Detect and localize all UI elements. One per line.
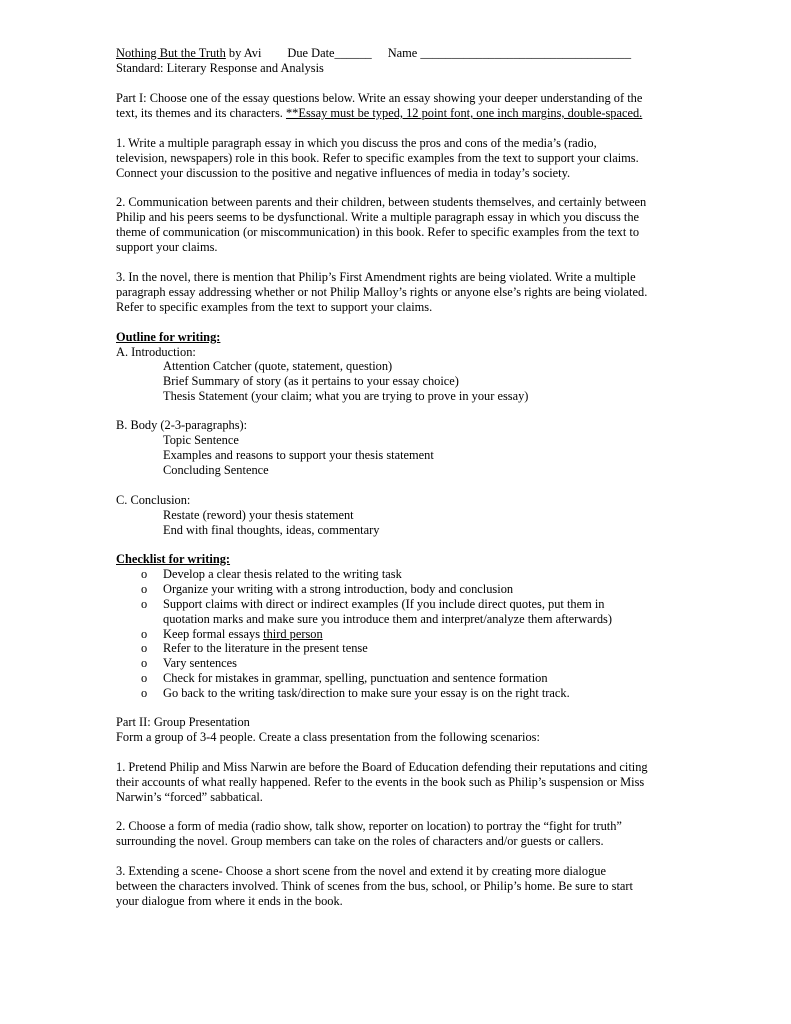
question-3-line: Refer to specific examples from the text to support your claims.: [116, 300, 433, 314]
checklist-item: Refer to the literature in the present tense: [163, 641, 368, 655]
outline-b-label: B. Body (2-3-paragraphs):: [116, 418, 248, 432]
part1-intro-text: text, its themes and its characters.: [116, 106, 286, 120]
outline-a-label: A. Introduction:: [116, 345, 196, 359]
checklist-item: Develop a clear thesis related to the writing task: [163, 567, 402, 581]
scenario-1-line: 1. Pretend Philip and Miss Narwin are before the Board of Education defending their reputations and citing: [116, 760, 648, 774]
bullet-icon: o: [141, 656, 148, 670]
essay-requirements: **Essay must be typed, 12 point font, one inch margins, double-spaced.: [285, 106, 643, 120]
question-2-line: 2. Communication between parents and their children, between students themselves, and certainly between: [116, 195, 647, 209]
question-1-line: television, newspapers) role in this book. Refer to specific examples from the text to support your claims.: [116, 151, 639, 165]
bullet-icon: o: [141, 641, 148, 655]
checklist-item: Organize your writing with a strong introduction, body and conclusion: [163, 582, 514, 596]
checklist-item: Check for mistakes in grammar, spelling, punctuation and sentence formation: [163, 671, 548, 685]
question-3-line: 3. In the novel, there is mention that Philip’s First Amendment rights are being violated. Write a multiple: [116, 270, 636, 284]
checklist-item: Support claims with direct or indirect examples (If you include direct quotes, put them in: [163, 597, 605, 611]
outline-item: Topic Sentence: [163, 433, 239, 447]
scenario-3-line: your dialogue from where it ends in the book.: [116, 894, 343, 908]
third-person-term: third person: [263, 627, 323, 641]
question-2-line: theme of communication (or miscommunication) in this book. Refer to specific examples from the text to: [116, 225, 640, 239]
question-1-line: 1. Write a multiple paragraph essay in which you discuss the pros and cons of the media’s (radio,: [116, 136, 597, 150]
outline-item: Examples and reasons to support your thesis statement: [163, 448, 434, 462]
outline-item: Attention Catcher (quote, statement, question): [163, 359, 393, 373]
checklist-item-continued: quotation marks and make sure you introduce them and interpret/analyze them afterwards): [163, 612, 612, 626]
question-1-line: Connect your discussion to the positive and negative influences of media in today’s society.: [116, 166, 571, 180]
outline-item: End with final thoughts, ideas, commentary: [163, 523, 380, 537]
outline-item: Brief Summary of story (as it pertains to your essay choice): [163, 374, 459, 388]
scenario-1-line: their accounts of what really happened. Refer to the events in the book such as Philip’s suspension or Miss: [116, 775, 645, 789]
header-line: [116, 46, 691, 61]
scenario-2-line: 2. Choose a form of media (radio show, talk show, reporter on location) to portray the “fight for truth”: [116, 819, 622, 833]
part1-intro-line1: Part I: Choose one of the essay questions below. Write an essay showing your deeper understanding of the: [116, 91, 643, 105]
checklist-item: Go back to the writing task/direction to make sure your essay is on the right track.: [163, 686, 570, 700]
scenario-2-line: surrounding the novel. Group members can take on the roles of characters and/or guests or callers.: [116, 834, 604, 848]
part1-intro-line2: [116, 106, 691, 121]
bullet-icon: o: [141, 627, 148, 641]
scenario-1-line: Narwin’s “forced” sabbatical.: [116, 790, 263, 804]
question-3-line: paragraph essay addressing whether or not Philip Malloy’s rights or anyone else’s rights are being violated.: [116, 285, 648, 299]
bullet-icon: o: [141, 567, 148, 581]
question-2-line: support your claims.: [116, 240, 218, 254]
checklist-item-text: Keep formal essays: [163, 627, 264, 641]
name-field: Name __________________________________: [387, 46, 632, 60]
bullet-icon: o: [141, 582, 148, 596]
scenario-3-line: between the characters involved. Think of scenes from the bus, school, or Philip’s home. Be sure to start: [116, 879, 633, 893]
checklist-item: [163, 627, 323, 642]
bullet-icon: o: [141, 597, 148, 611]
bullet-icon: o: [141, 686, 148, 700]
checklist-item: Vary sentences: [163, 656, 237, 670]
bullet-icon: o: [141, 671, 148, 685]
part2-title: Part II: Group Presentation: [116, 715, 250, 729]
outline-c-label: C. Conclusion:: [116, 493, 191, 507]
part2-intro: Form a group of 3-4 people. Create a class presentation from the following scenarios:: [116, 730, 540, 744]
outline-heading: Outline for writing:: [116, 330, 221, 344]
book-title: Nothing But the Truth: [116, 46, 226, 60]
book-author: by Avi: [225, 46, 262, 60]
outline-item: Restate (reword) your thesis statement: [163, 508, 354, 522]
checklist-heading: Checklist for writing:: [116, 552, 231, 566]
question-2-line: Philip and his peers seems to be dysfunctional. Write a multiple paragraph essay in which you discuss the: [116, 210, 640, 224]
outline-item: Concluding Sentence: [163, 463, 269, 477]
due-date-field: Due Date______: [287, 46, 372, 60]
scenario-3-line: 3. Extending a scene- Choose a short scene from the novel and extend it by creating more dialogue: [116, 864, 606, 878]
standard-line: Standard: Literary Response and Analysis: [116, 61, 324, 75]
outline-item: Thesis Statement (your claim; what you are trying to prove in your essay): [163, 389, 529, 403]
